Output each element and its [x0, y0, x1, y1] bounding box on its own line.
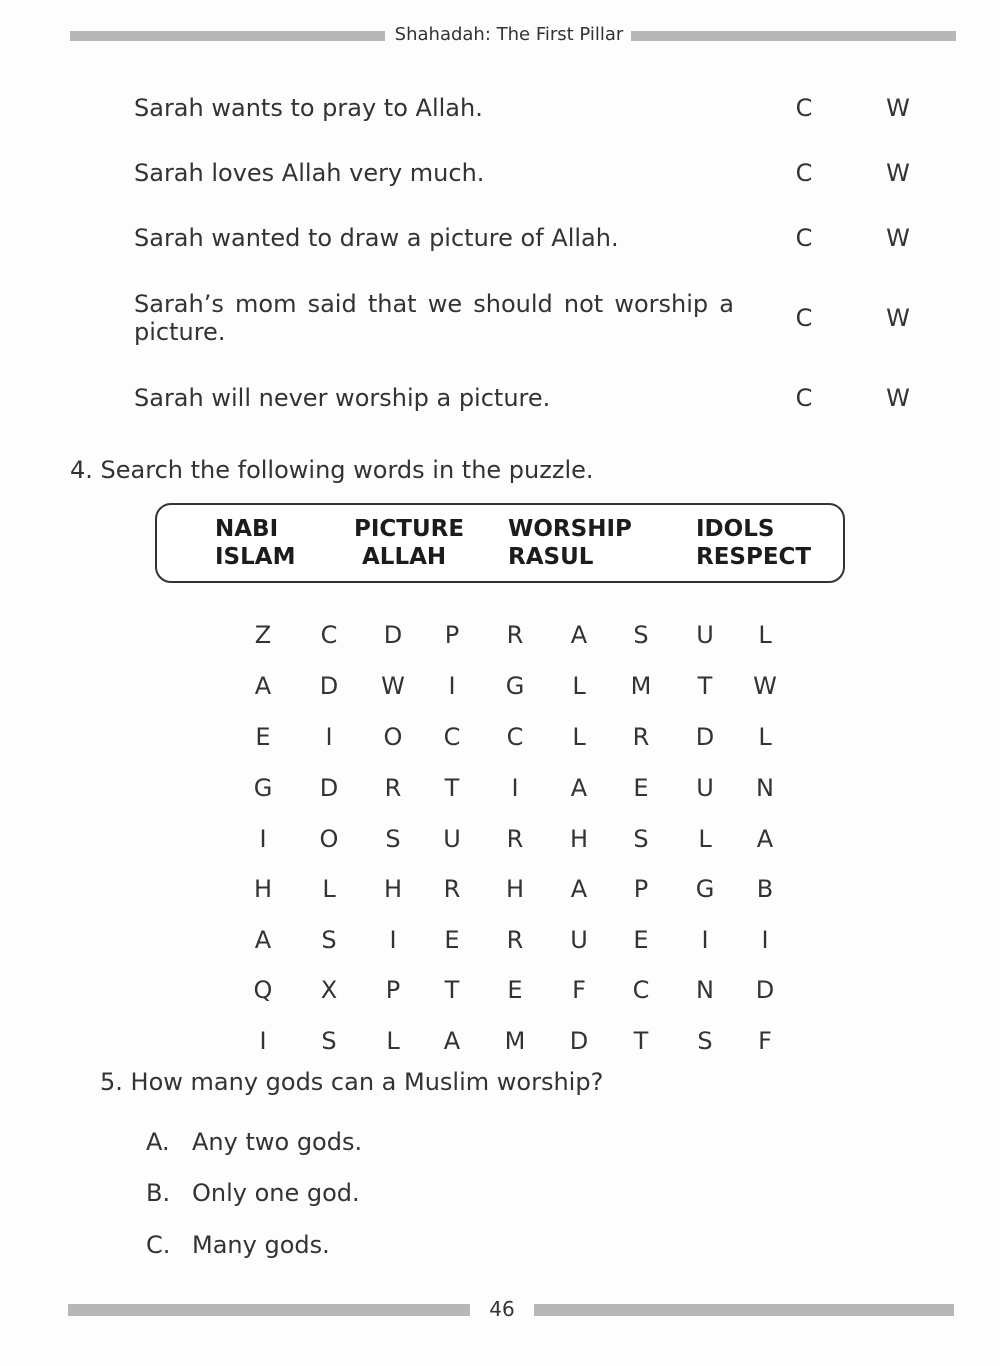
puzzle-letter[interactable]: C — [320, 621, 338, 649]
puzzle-letter[interactable]: L — [758, 621, 772, 649]
puzzle-letter[interactable]: U — [570, 926, 588, 954]
puzzle-letter[interactable]: N — [696, 976, 714, 1004]
answer-option[interactable] — [146, 1231, 330, 1259]
tf-statement: Sarah loves Allah very much. — [134, 159, 485, 187]
puzzle-letter[interactable]: D — [695, 723, 715, 751]
option-letter: B. — [146, 1179, 171, 1207]
puzzle-letter[interactable]: L — [572, 723, 586, 751]
correct-option[interactable]: C — [795, 159, 813, 187]
puzzle-letter[interactable]: U — [443, 825, 461, 853]
puzzle-letter[interactable]: A — [570, 621, 588, 649]
puzzle-letter[interactable]: I — [325, 723, 333, 751]
puzzle-letter[interactable]: M — [504, 1027, 526, 1055]
puzzle-letter[interactable]: R — [443, 875, 461, 903]
puzzle-letter[interactable]: P — [633, 875, 649, 903]
puzzle-letter[interactable]: W — [381, 672, 405, 700]
puzzle-letter[interactable]: M — [630, 672, 652, 700]
word-item: ALLAH — [362, 544, 447, 570]
puzzle-letter[interactable]: L — [572, 672, 586, 700]
puzzle-letter[interactable]: E — [444, 926, 460, 954]
puzzle-letter[interactable]: F — [758, 1027, 772, 1055]
option-letter: C. — [146, 1231, 171, 1259]
puzzle-letter[interactable]: T — [697, 672, 713, 700]
puzzle-letter[interactable]: S — [321, 1027, 337, 1055]
footer-bar-right — [534, 1304, 954, 1316]
puzzle-letter[interactable]: I — [701, 926, 709, 954]
wrong-option[interactable]: W — [886, 384, 910, 412]
puzzle-letter[interactable]: T — [444, 774, 460, 802]
puzzle-letter[interactable]: L — [386, 1027, 400, 1055]
word-item: ISLAM — [215, 544, 296, 570]
question-4-prompt: 4. Search the following words in the puzzle. — [70, 456, 594, 484]
option-text: Any two gods. — [192, 1128, 363, 1156]
puzzle-letter[interactable]: Z — [254, 621, 272, 649]
puzzle-letter[interactable]: N — [756, 774, 774, 802]
puzzle-letter[interactable]: A — [254, 672, 272, 700]
puzzle-letter[interactable]: B — [756, 875, 774, 903]
puzzle-letter[interactable]: I — [389, 926, 397, 954]
puzzle-letter[interactable]: P — [385, 976, 401, 1004]
option-letter: A. — [146, 1128, 170, 1156]
answer-option[interactable] — [146, 1128, 362, 1156]
puzzle-letter[interactable]: A — [570, 774, 588, 802]
puzzle-letter[interactable]: H — [253, 875, 273, 903]
puzzle-letter[interactable]: C — [443, 723, 461, 751]
word-item: WORSHIP — [508, 516, 632, 542]
tf-statement: Sarah wants to pray to Allah. — [134, 94, 483, 122]
puzzle-letter[interactable]: C — [632, 976, 650, 1004]
word-list-box — [155, 503, 845, 583]
puzzle-letter[interactable]: O — [383, 723, 403, 751]
puzzle-letter[interactable]: E — [633, 926, 649, 954]
puzzle-letter[interactable]: O — [319, 825, 339, 853]
puzzle-letter[interactable]: D — [569, 1027, 589, 1055]
puzzle-letter[interactable]: R — [506, 825, 524, 853]
puzzle-letter[interactable]: R — [384, 774, 402, 802]
wrong-option[interactable]: W — [886, 304, 910, 332]
footer-bar-left — [68, 1304, 470, 1316]
page-number: 46 — [489, 1297, 515, 1321]
puzzle-letter[interactable]: D — [755, 976, 775, 1004]
puzzle-letter[interactable]: G — [253, 774, 273, 802]
correct-option[interactable]: C — [795, 384, 813, 412]
puzzle-letter[interactable]: A — [254, 926, 272, 954]
word-item: PICTURE — [354, 516, 465, 542]
puzzle-letter[interactable]: R — [506, 621, 524, 649]
puzzle-letter[interactable]: W — [753, 672, 777, 700]
question-5-prompt: 5. How many gods can a Muslim worship? — [100, 1068, 604, 1096]
puzzle-letter[interactable]: G — [505, 672, 525, 700]
puzzle-letter[interactable]: H — [569, 825, 589, 853]
puzzle-letter[interactable]: L — [698, 825, 712, 853]
header-title: Shahadah: The First Pillar — [394, 24, 624, 45]
puzzle-letter[interactable]: R — [506, 926, 524, 954]
puzzle-letter[interactable]: R — [632, 723, 650, 751]
header-bar-right — [631, 31, 956, 41]
puzzle-letter[interactable]: A — [570, 875, 588, 903]
puzzle-letter[interactable]: F — [572, 976, 586, 1004]
puzzle-letter[interactable]: D — [319, 774, 339, 802]
wrong-option[interactable]: W — [886, 94, 910, 122]
tf-statement: Sarah will never worship a picture. — [134, 384, 551, 412]
correct-option[interactable]: C — [795, 224, 813, 252]
puzzle-letter[interactable]: E — [255, 723, 271, 751]
word-item: RASUL — [508, 544, 594, 570]
header-bar-left — [70, 31, 385, 41]
puzzle-letter[interactable]: S — [633, 825, 649, 853]
option-text: Many gods. — [192, 1231, 330, 1259]
puzzle-letter[interactable]: C — [506, 723, 524, 751]
puzzle-letter[interactable]: S — [697, 1027, 713, 1055]
puzzle-letter[interactable]: L — [758, 723, 772, 751]
puzzle-letter[interactable]: T — [444, 976, 460, 1004]
page-header — [70, 22, 956, 48]
puzzle-letter[interactable]: S — [633, 621, 649, 649]
puzzle-letter[interactable]: L — [322, 875, 336, 903]
correct-option[interactable]: C — [795, 94, 813, 122]
puzzle-letter[interactable]: A — [756, 825, 774, 853]
word-item: IDOLS — [696, 516, 775, 542]
correct-option[interactable]: C — [795, 304, 813, 332]
puzzle-letter[interactable]: I — [511, 774, 519, 802]
option-text: Only one god. — [192, 1179, 360, 1207]
puzzle-letter[interactable]: D — [383, 621, 403, 649]
puzzle-letter[interactable]: I — [448, 672, 456, 700]
answer-option[interactable] — [146, 1179, 360, 1207]
puzzle-letter[interactable]: X — [320, 976, 338, 1004]
tf-statement: Sarah wanted to draw a picture of Allah. — [134, 224, 619, 252]
puzzle-letter[interactable]: H — [383, 875, 403, 903]
puzzle-letter[interactable]: S — [321, 926, 337, 954]
tf-statement: Sarah’s mom said that we should not worship a picture. — [134, 290, 734, 346]
wrong-option[interactable]: W — [886, 224, 910, 252]
puzzle-letter[interactable]: I — [259, 825, 267, 853]
puzzle-letter[interactable]: U — [696, 621, 714, 649]
puzzle-letter[interactable]: T — [633, 1027, 649, 1055]
puzzle-letter[interactable]: S — [385, 825, 401, 853]
wrong-option[interactable]: W — [886, 159, 910, 187]
puzzle-letter[interactable]: D — [319, 672, 339, 700]
puzzle-letter[interactable]: I — [761, 926, 769, 954]
word-item: NABI — [215, 516, 279, 542]
word-item: RESPECT — [696, 544, 812, 570]
puzzle-letter[interactable]: Q — [253, 976, 273, 1004]
puzzle-letter[interactable]: E — [633, 774, 649, 802]
puzzle-letter[interactable]: G — [695, 875, 715, 903]
puzzle-letter[interactable]: A — [443, 1027, 461, 1055]
puzzle-letter[interactable]: E — [507, 976, 523, 1004]
puzzle-letter[interactable]: P — [444, 621, 460, 649]
puzzle-letter[interactable]: I — [259, 1027, 267, 1055]
puzzle-letter[interactable]: H — [505, 875, 525, 903]
puzzle-letter[interactable]: U — [696, 774, 714, 802]
